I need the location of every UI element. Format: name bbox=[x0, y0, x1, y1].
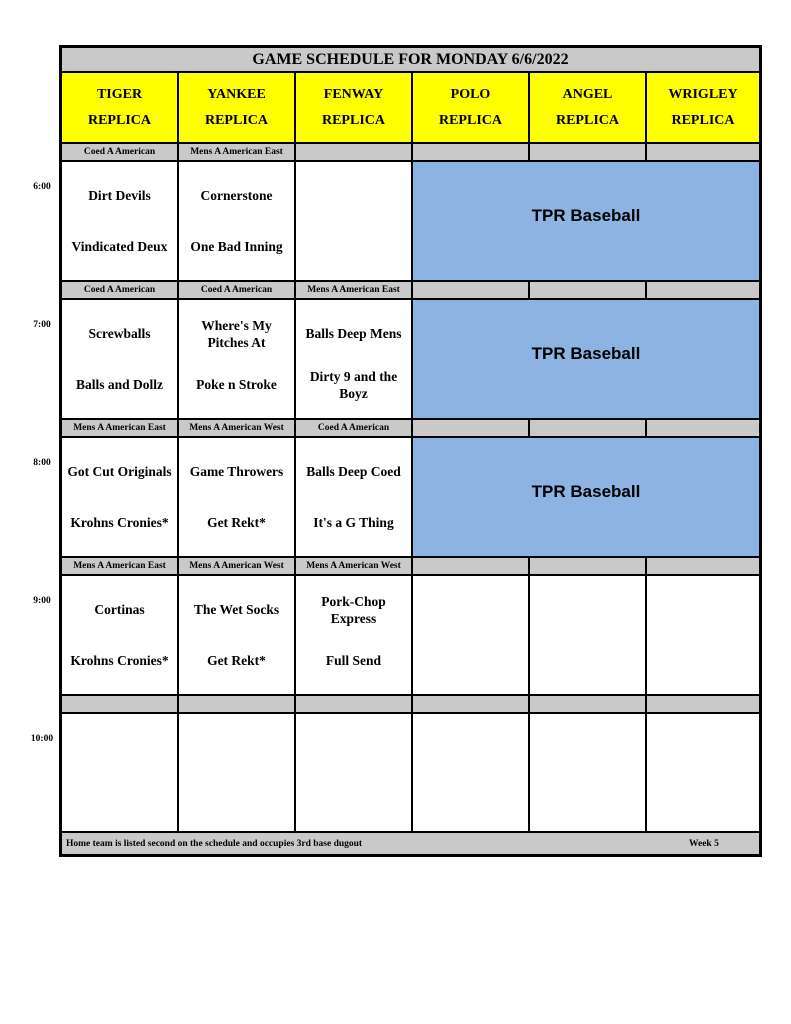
division-label bbox=[412, 695, 529, 713]
division-label: Mens A American West bbox=[178, 419, 295, 437]
division-label bbox=[646, 281, 760, 299]
division-label bbox=[412, 281, 529, 299]
field-type: REPLICA bbox=[204, 112, 268, 128]
away-team: Cornerstone bbox=[178, 161, 295, 221]
home-team: Dirty 9 and the Boyz bbox=[295, 359, 412, 419]
away-team bbox=[178, 713, 295, 773]
division-label: Coed A American bbox=[178, 281, 295, 299]
division-label bbox=[646, 143, 760, 161]
field-name: TIGER bbox=[96, 86, 143, 102]
empty-cell bbox=[646, 713, 760, 832]
away-team: Pork-Chop Express bbox=[295, 575, 412, 635]
reserved-block: TPR Baseball bbox=[412, 161, 760, 281]
footer-note: Home team is listed second on the schedule and occupies 3rd base dugout bbox=[66, 838, 363, 849]
field-name: YANKEE bbox=[207, 86, 266, 102]
empty-cell bbox=[529, 575, 646, 695]
division-label bbox=[529, 695, 646, 713]
away-team: Dirt Devils bbox=[61, 161, 178, 221]
division-label: Coed A American bbox=[61, 143, 178, 161]
away-team: Got Cut Originals bbox=[61, 437, 178, 497]
away-team bbox=[295, 161, 412, 221]
away-team: Where's My Pitches At bbox=[178, 299, 295, 359]
footer-bar bbox=[61, 832, 760, 855]
field-type: REPLICA bbox=[321, 112, 385, 128]
time-label: 7:00 bbox=[33, 320, 51, 330]
week-label: Week 5 bbox=[689, 838, 719, 849]
reserved-block: TPR Baseball bbox=[412, 299, 760, 419]
field-header bbox=[61, 72, 178, 143]
division-label bbox=[646, 557, 760, 575]
field-header bbox=[646, 72, 760, 143]
home-team bbox=[295, 773, 412, 833]
field-name: WRIGLEY bbox=[668, 86, 738, 102]
field-name: FENWAY bbox=[323, 86, 384, 102]
division-label: Mens A American East bbox=[61, 557, 178, 575]
field-type: REPLICA bbox=[555, 112, 619, 128]
field-type: REPLICA bbox=[87, 112, 151, 128]
division-label: Coed A American bbox=[61, 281, 178, 299]
home-team: Balls and Dollz bbox=[61, 359, 178, 419]
time-label: 10:00 bbox=[30, 734, 54, 744]
home-team: Krohns Cronies* bbox=[61, 635, 178, 695]
home-team: Get Rekt* bbox=[178, 497, 295, 557]
division-label: Mens A American East bbox=[295, 281, 412, 299]
field-header bbox=[412, 72, 529, 143]
empty-cell bbox=[529, 713, 646, 832]
reserved-block: TPR Baseball bbox=[412, 437, 760, 557]
away-team bbox=[295, 713, 412, 773]
division-label bbox=[178, 695, 295, 713]
division-label: Mens A American West bbox=[295, 557, 412, 575]
division-label bbox=[412, 557, 529, 575]
home-team bbox=[178, 773, 295, 833]
time-label: 6:00 bbox=[33, 182, 51, 192]
division-label bbox=[529, 143, 646, 161]
schedule-sheet bbox=[59, 45, 762, 857]
division-label bbox=[412, 143, 529, 161]
field-type: REPLICA bbox=[438, 112, 502, 128]
field-name: POLO bbox=[450, 86, 491, 102]
division-label: Mens A American West bbox=[178, 557, 295, 575]
division-label bbox=[646, 419, 760, 437]
division-label bbox=[295, 143, 412, 161]
field-header bbox=[178, 72, 295, 143]
time-label: 9:00 bbox=[33, 596, 51, 606]
field-header bbox=[529, 72, 646, 143]
division-label: Coed A American bbox=[295, 419, 412, 437]
home-team: Poke n Stroke bbox=[178, 359, 295, 419]
away-team: Cortinas bbox=[61, 575, 178, 635]
home-team: Full Send bbox=[295, 635, 412, 695]
empty-cell bbox=[412, 713, 529, 832]
field-type: REPLICA bbox=[671, 112, 735, 128]
away-team: Balls Deep Mens bbox=[295, 299, 412, 359]
away-team: The Wet Socks bbox=[178, 575, 295, 635]
time-label: 8:00 bbox=[33, 458, 51, 468]
division-label: Mens A American East bbox=[61, 419, 178, 437]
division-label: Mens A American East bbox=[178, 143, 295, 161]
division-label bbox=[295, 695, 412, 713]
away-team: Game Throwers bbox=[178, 437, 295, 497]
division-label bbox=[646, 695, 760, 713]
division-label bbox=[412, 419, 529, 437]
away-team bbox=[61, 713, 178, 773]
home-team: Krohns Cronies* bbox=[61, 497, 178, 557]
page-title: GAME SCHEDULE FOR MONDAY 6/6/2022 bbox=[61, 47, 760, 72]
field-header bbox=[295, 72, 412, 143]
home-team: It's a G Thing bbox=[295, 497, 412, 557]
home-team: Vindicated Deux bbox=[61, 221, 178, 281]
division-label bbox=[61, 695, 178, 713]
division-label bbox=[529, 281, 646, 299]
home-team: Get Rekt* bbox=[178, 635, 295, 695]
field-name: ANGEL bbox=[562, 86, 613, 102]
division-label bbox=[529, 419, 646, 437]
empty-cell bbox=[646, 575, 760, 695]
division-label bbox=[529, 557, 646, 575]
away-team: Screwballs bbox=[61, 299, 178, 359]
home-team: One Bad Inning bbox=[178, 221, 295, 281]
home-team bbox=[295, 221, 412, 281]
away-team: Balls Deep Coed bbox=[295, 437, 412, 497]
home-team bbox=[61, 773, 178, 833]
empty-cell bbox=[412, 575, 529, 695]
